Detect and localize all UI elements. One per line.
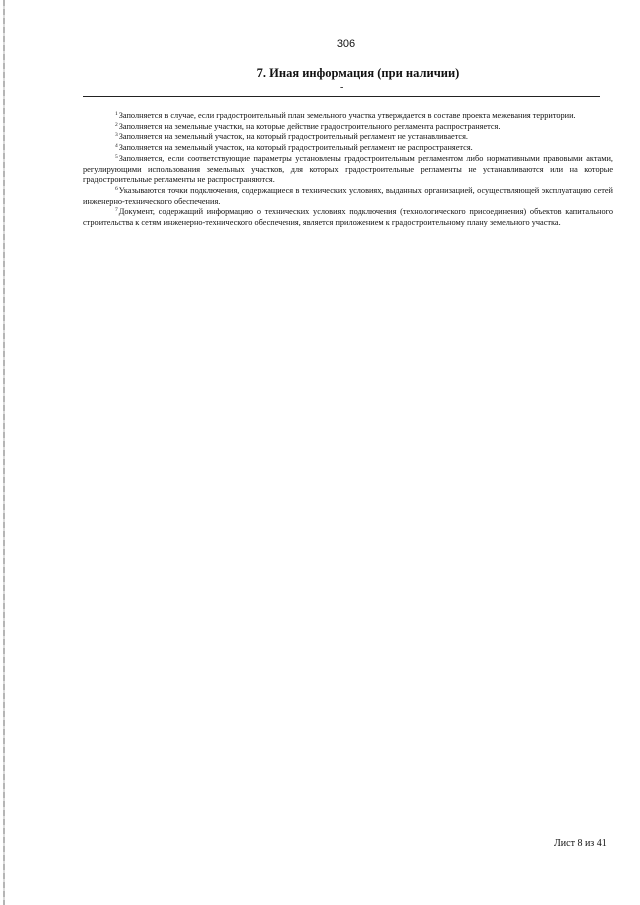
sheet-label: Лист 8 из 41 xyxy=(554,838,607,849)
footnote xyxy=(83,154,613,186)
footnote-marker: 2 xyxy=(115,121,118,128)
footnote xyxy=(83,143,613,154)
footnote-text: Документ, содержащий информацию о технических условиях подключения (технологического присоединения) объектов капитального строительства к сетям инженерно-технического обеспечения, является приложением к градостроительному плану земельного участка. xyxy=(83,207,613,228)
section-title: 7. Иная информация (при наличии) xyxy=(256,66,460,80)
footnote xyxy=(83,207,613,228)
footnote-marker: 4 xyxy=(115,143,118,150)
footnote-separator xyxy=(83,96,600,97)
scan-edge xyxy=(3,0,5,905)
title-dash: - xyxy=(340,82,344,93)
footnote-marker: 1 xyxy=(115,111,118,117)
footnote xyxy=(83,122,613,133)
footnote-marker: 7 xyxy=(115,207,118,214)
footnote xyxy=(83,186,613,207)
footnote-marker: 3 xyxy=(115,132,118,139)
footnote-text: Заполняется на земельный участок, на который градостроительный регламент не распространяется. xyxy=(118,143,473,153)
footnote-text: Указываются точки подключения, содержащиеся в технических условиях, выданных организацией, осуществляющей эксплуатацию сетей инженерно-технического обеспечения. xyxy=(83,185,613,206)
page-number: 306 xyxy=(336,38,356,50)
footnote-marker: 5 xyxy=(115,153,118,160)
footnote xyxy=(83,111,613,122)
footnote xyxy=(83,132,613,143)
footnote-text: Заполняется в случае, если градостроительный план земельного участка утверждается в составе проекта межевания территории. xyxy=(118,111,576,120)
footnote-text: Заполняется, если соответствующие параметры установлены градостроительным регламентом либо нормативными правовыми актами, регулирующими использования земельных участков, для которых градостроительные регламенты не устанавливаются или на которые градостроительные регламенты не распространяются. xyxy=(83,153,613,185)
footnote-text: Заполняется на земельный участок, на который градостроительный регламент не устанавливается. xyxy=(118,132,469,142)
footnote-text: Заполняется на земельные участки, на которые действие градостроительного регламента распространяется. xyxy=(118,121,501,131)
footnote-marker: 6 xyxy=(115,185,118,192)
footnotes-list xyxy=(83,111,613,229)
